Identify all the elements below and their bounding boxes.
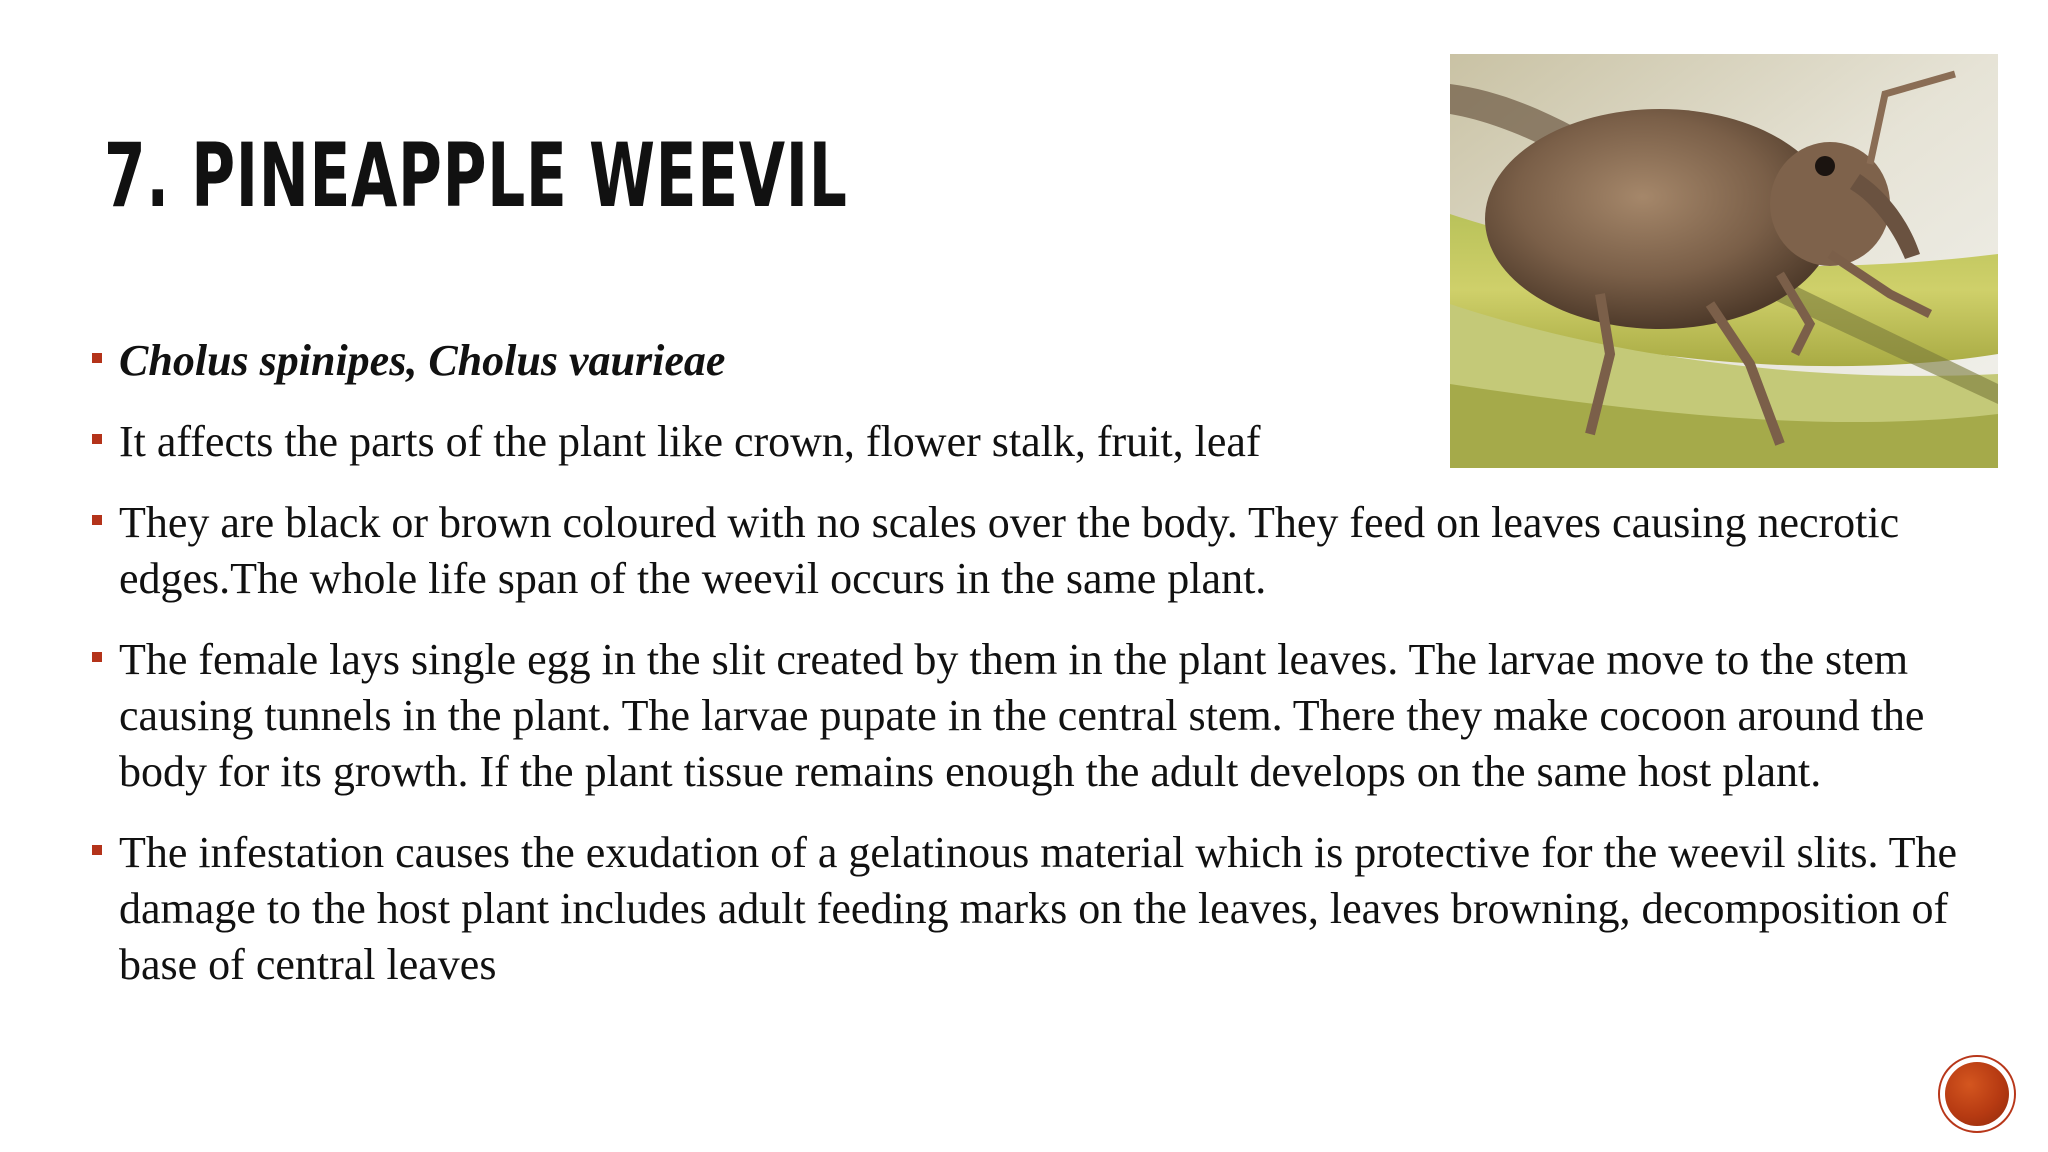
- weevil-photo-image: [1450, 54, 1998, 468]
- weevil-photo: [1450, 54, 1998, 468]
- bullet-item-life-cycle: [88, 632, 1988, 800]
- bullet-text: The female lays single egg in the slit created by them in the plant leaves. The larvae move to the stem causing tunnels in the plant. The larvae pupate in the central stem. There they make cocoon around the body for its growth. If the plant tissue remains enough the adult develops on the same host plant.: [119, 635, 1925, 796]
- bullet-marker: [92, 434, 102, 444]
- bullet-marker: [92, 652, 102, 662]
- bullet-text: It affects the parts of the plant like crown, flower stalk, fruit, leaf: [119, 417, 1261, 466]
- bullet-text: They are black or brown coloured with no scales over the body. They feed on leaves causing necrotic edges.The whole life span of the weevil occurs in the same plant.: [119, 498, 1900, 603]
- bullet-marker: [92, 353, 102, 363]
- bullet-marker: [92, 515, 102, 525]
- next-slide-button[interactable]: [1938, 1055, 2016, 1133]
- bullet-item-damage: [88, 825, 1988, 993]
- bullet-item-appearance: [88, 495, 1988, 607]
- bullet-marker: [92, 845, 102, 855]
- circle-button-icon: [1945, 1062, 2009, 1126]
- bullet-text: Cholus spinipes, Cholus vaurieae: [119, 336, 726, 385]
- slide-title: 7. PINEAPPLE WEEVIL: [104, 124, 848, 227]
- bullet-text: The infestation causes the exudation of a gelatinous material which is protective for the weevil slits. The damage to the host plant includes adult feeding marks on the leaves, leaves browning, decomposition of base of central leaves: [119, 828, 1958, 989]
